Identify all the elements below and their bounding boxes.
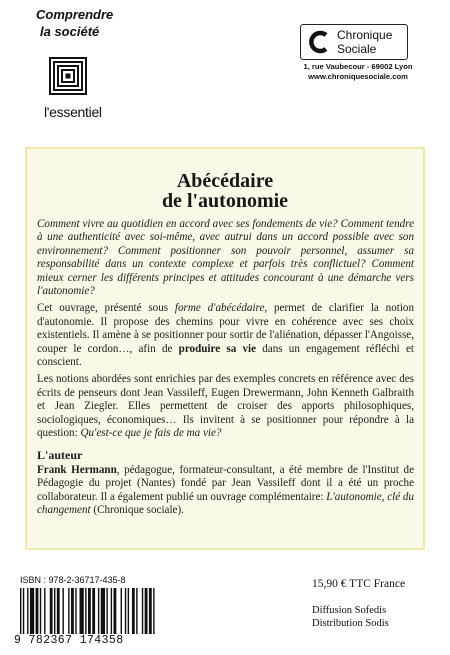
blurb-p1-text-2: , permet de clarifier la notion d'autonomie. Il propose des chemins pour vivre en cohérence avec ses choix existentiels. Il amène à se positionner pour sortir de l'aliénation, dépasser l'Angoisse, couper le cordon…, afin de xyxy=(37,302,414,355)
blurb-paragraph-2 xyxy=(37,373,414,440)
blurb-p1-italic: forme d'abécédaire xyxy=(174,302,265,315)
distribution xyxy=(312,604,389,630)
blurb-p2-text: Les notions abordées sont enrichies par des exemples concrets en référence avec des écrits de penseurs dont Jean Vassileff, Eugen Drewermann, John Kenneth Galbraith et Jean Ziegler. Elles permettent de croiser des apports philosophiques, sociologiques, économiques… Ils invitent à se positionner pour répondre à la question: xyxy=(37,373,414,440)
concentric-squares-icon xyxy=(49,57,87,95)
series-title-line1: Comprendre xyxy=(36,7,114,22)
series-essentiel-label: l'essentiel xyxy=(44,104,102,120)
book-title-line1: Abécédaire xyxy=(176,170,274,192)
publisher-name-line2: Sociale xyxy=(337,42,377,56)
author-bio-text: , pédagogue, formateur-consultant, a été membre de l'Institut de Pédagogie du projet (Nantes) fondé par Jean Vassileff dont il a été un proche collaborateur. Il a également publié un ouvrage complémentaire: xyxy=(37,463,414,503)
author-heading: L'auteur xyxy=(37,447,83,462)
distribution-line1: Diffusion Sofedis xyxy=(312,605,387,616)
blurb-p1-text-3: dans un engagement réfléchi et conscient. xyxy=(37,342,414,369)
book-title xyxy=(0,171,450,211)
publisher-name xyxy=(337,28,392,56)
series-title-line2: la société xyxy=(40,24,100,39)
author-bio xyxy=(37,464,414,518)
barcode-digits: 9 782367 174358 xyxy=(14,634,124,647)
blurb-questions: Comment vivre au quotidien en accord avec ses fondements de vie? Comment tendre à une authenticité avec soi-même, avec autrui dans un accord possible avec son environnement? Comment positionner son pouvoir personnel, assumer sa responsabilité dans un contexte complexe et parfois très conflictuel? Comment mieux cerner les différents principes et attitudes concourant à une démarche vers l'autonomie? xyxy=(37,218,414,298)
blurb-p1-bold: produire sa vie xyxy=(178,342,257,355)
isbn: ISBN : 978-2-36717-435-8 xyxy=(20,575,126,585)
blurb-paragraph-1 xyxy=(37,302,414,369)
blurb-p2-italic: Qu'est-ce que je fais de ma vie? xyxy=(80,427,222,440)
book-title-line2: de l'autonomie xyxy=(161,190,289,212)
publisher-street: 1, rue Vaubecour - 69002 Lyon xyxy=(303,62,413,71)
price: 15,90 € TTC France xyxy=(312,578,406,590)
publisher-website: www.chroniquesociale.com xyxy=(308,72,408,81)
series-block xyxy=(36,6,146,40)
publisher-name-line1: Chronique xyxy=(337,28,393,42)
author-other-book: L'autonomie, clé du changement xyxy=(37,490,414,517)
barcode xyxy=(20,588,156,634)
blurb-p1-text: Cet ouvrage, présenté sous xyxy=(37,302,175,315)
chronique-sociale-cs-logo xyxy=(306,29,332,55)
distribution-line2: Distribution Sodis xyxy=(312,618,389,629)
author-name: Frank Hermann xyxy=(37,463,117,476)
blurb xyxy=(37,218,414,522)
publisher-address xyxy=(288,62,428,82)
author-bio-text-2: (Chronique sociale). xyxy=(90,504,184,517)
publisher-logo-box xyxy=(300,24,408,60)
